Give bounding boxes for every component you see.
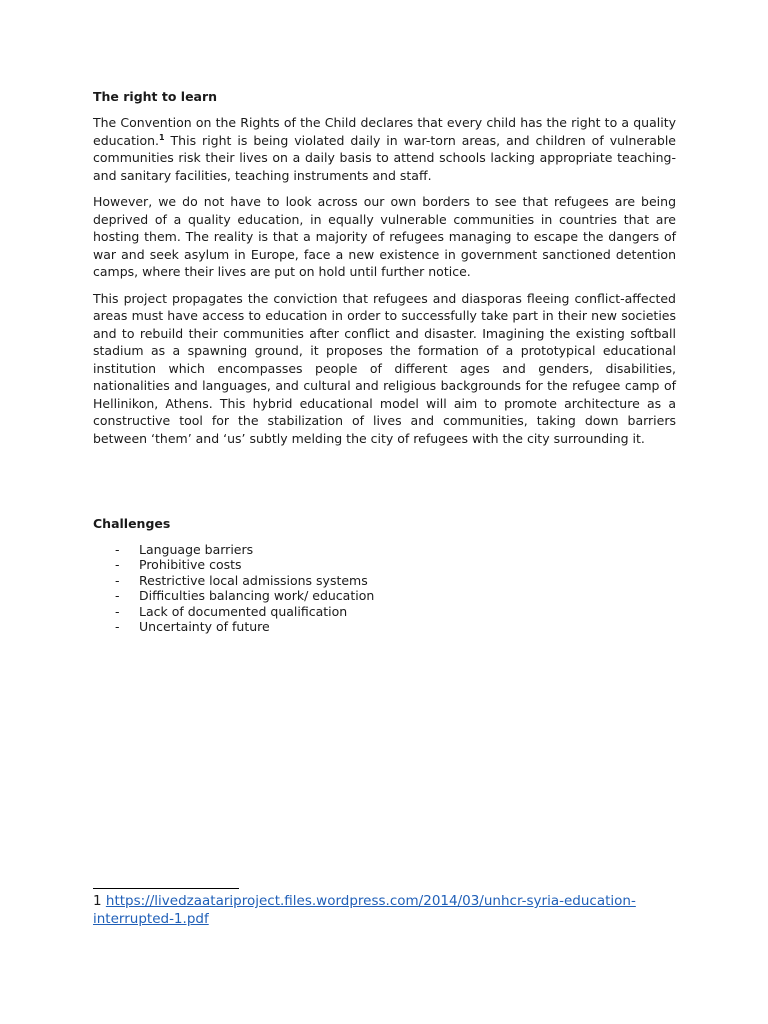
main-text <box>93 88 676 456</box>
list-item-text: Language barriers <box>139 542 254 557</box>
list-item <box>93 573 374 588</box>
paragraph-1 <box>93 114 676 184</box>
bullet-dash: - <box>115 542 120 557</box>
paragraph-1-text: The Convention on the Rights of the Child declares that every child has the right to a quality education. <box>93 115 676 148</box>
list-item <box>93 619 374 634</box>
footnote-separator <box>93 888 239 889</box>
paragraph-2: However, we do not have to look across our own borders to see that refugees are being deprived of a quality education, in equally vulnerable communities in countries that are hosting them. The reality is that a majority of refugees managing to escape the dangers of war and seek asylum in Europe, face a new existence in government sanctioned detention camps, where their lives are put on hold until further notice. <box>93 194 676 279</box>
bullet-dash: - <box>115 588 120 604</box>
list-item <box>93 604 374 619</box>
footnote-link[interactable]: https://livedzaatariproject.files.wordpress.com/2014/03/unhcr-syria-education-interrupted-1.pdf <box>93 893 636 927</box>
list-item-text: Uncertainty of future <box>139 619 270 635</box>
list-item-text: Difficulties balancing work/ education <box>139 588 375 604</box>
list-item <box>93 557 374 572</box>
paragraph-3: This project propagates the conviction that refugees and diasporas fleeing conflict-affected areas must have access to education in order to successfully take part in their new societies and to rebuild their communities after conflict and disaster. Imagining the existing softball stadium as a spawning ground, it proposes the formation of a prototypical educational institution which encompasses people of different ages and genders, disabilities, nationalities and languages, and cultural and religious backgrounds for the refugee camp of Hellinikon, Athens. This hybrid educational model will aim to promote architecture as a constructive tool for the stabilization of lives and communities, taking down barriers between ‘them’ and ‘us’ subtly melding the city of refugees with the city surrounding it. <box>93 290 676 446</box>
list-item-text: Lack of documented qualification <box>139 603 348 619</box>
paragraph-1-text-cont: This right is being violated daily in war-torn areas, and children of vulnerable communities risk their lives on a daily basis to attend schools lacking appropriate teaching- and sanitary facilities, teaching instruments and staff. <box>93 132 676 183</box>
list-item <box>93 588 374 603</box>
list-item-text: Prohibitive costs <box>139 557 242 573</box>
footnote-reference[interactable]: 1 <box>159 132 165 142</box>
list-item <box>93 542 374 557</box>
section-title: The right to learn <box>93 89 218 104</box>
footnote <box>93 893 683 928</box>
challenges-list <box>93 542 374 634</box>
bullet-dash: - <box>115 572 120 588</box>
bullet-dash: - <box>115 603 120 619</box>
bullet-dash: - <box>115 619 120 635</box>
list-item-text: Restrictive local admissions systems <box>139 572 368 588</box>
bullet-dash: - <box>115 557 120 573</box>
footnote-number: 1 <box>93 893 102 909</box>
challenges-title: Challenges <box>93 516 171 531</box>
